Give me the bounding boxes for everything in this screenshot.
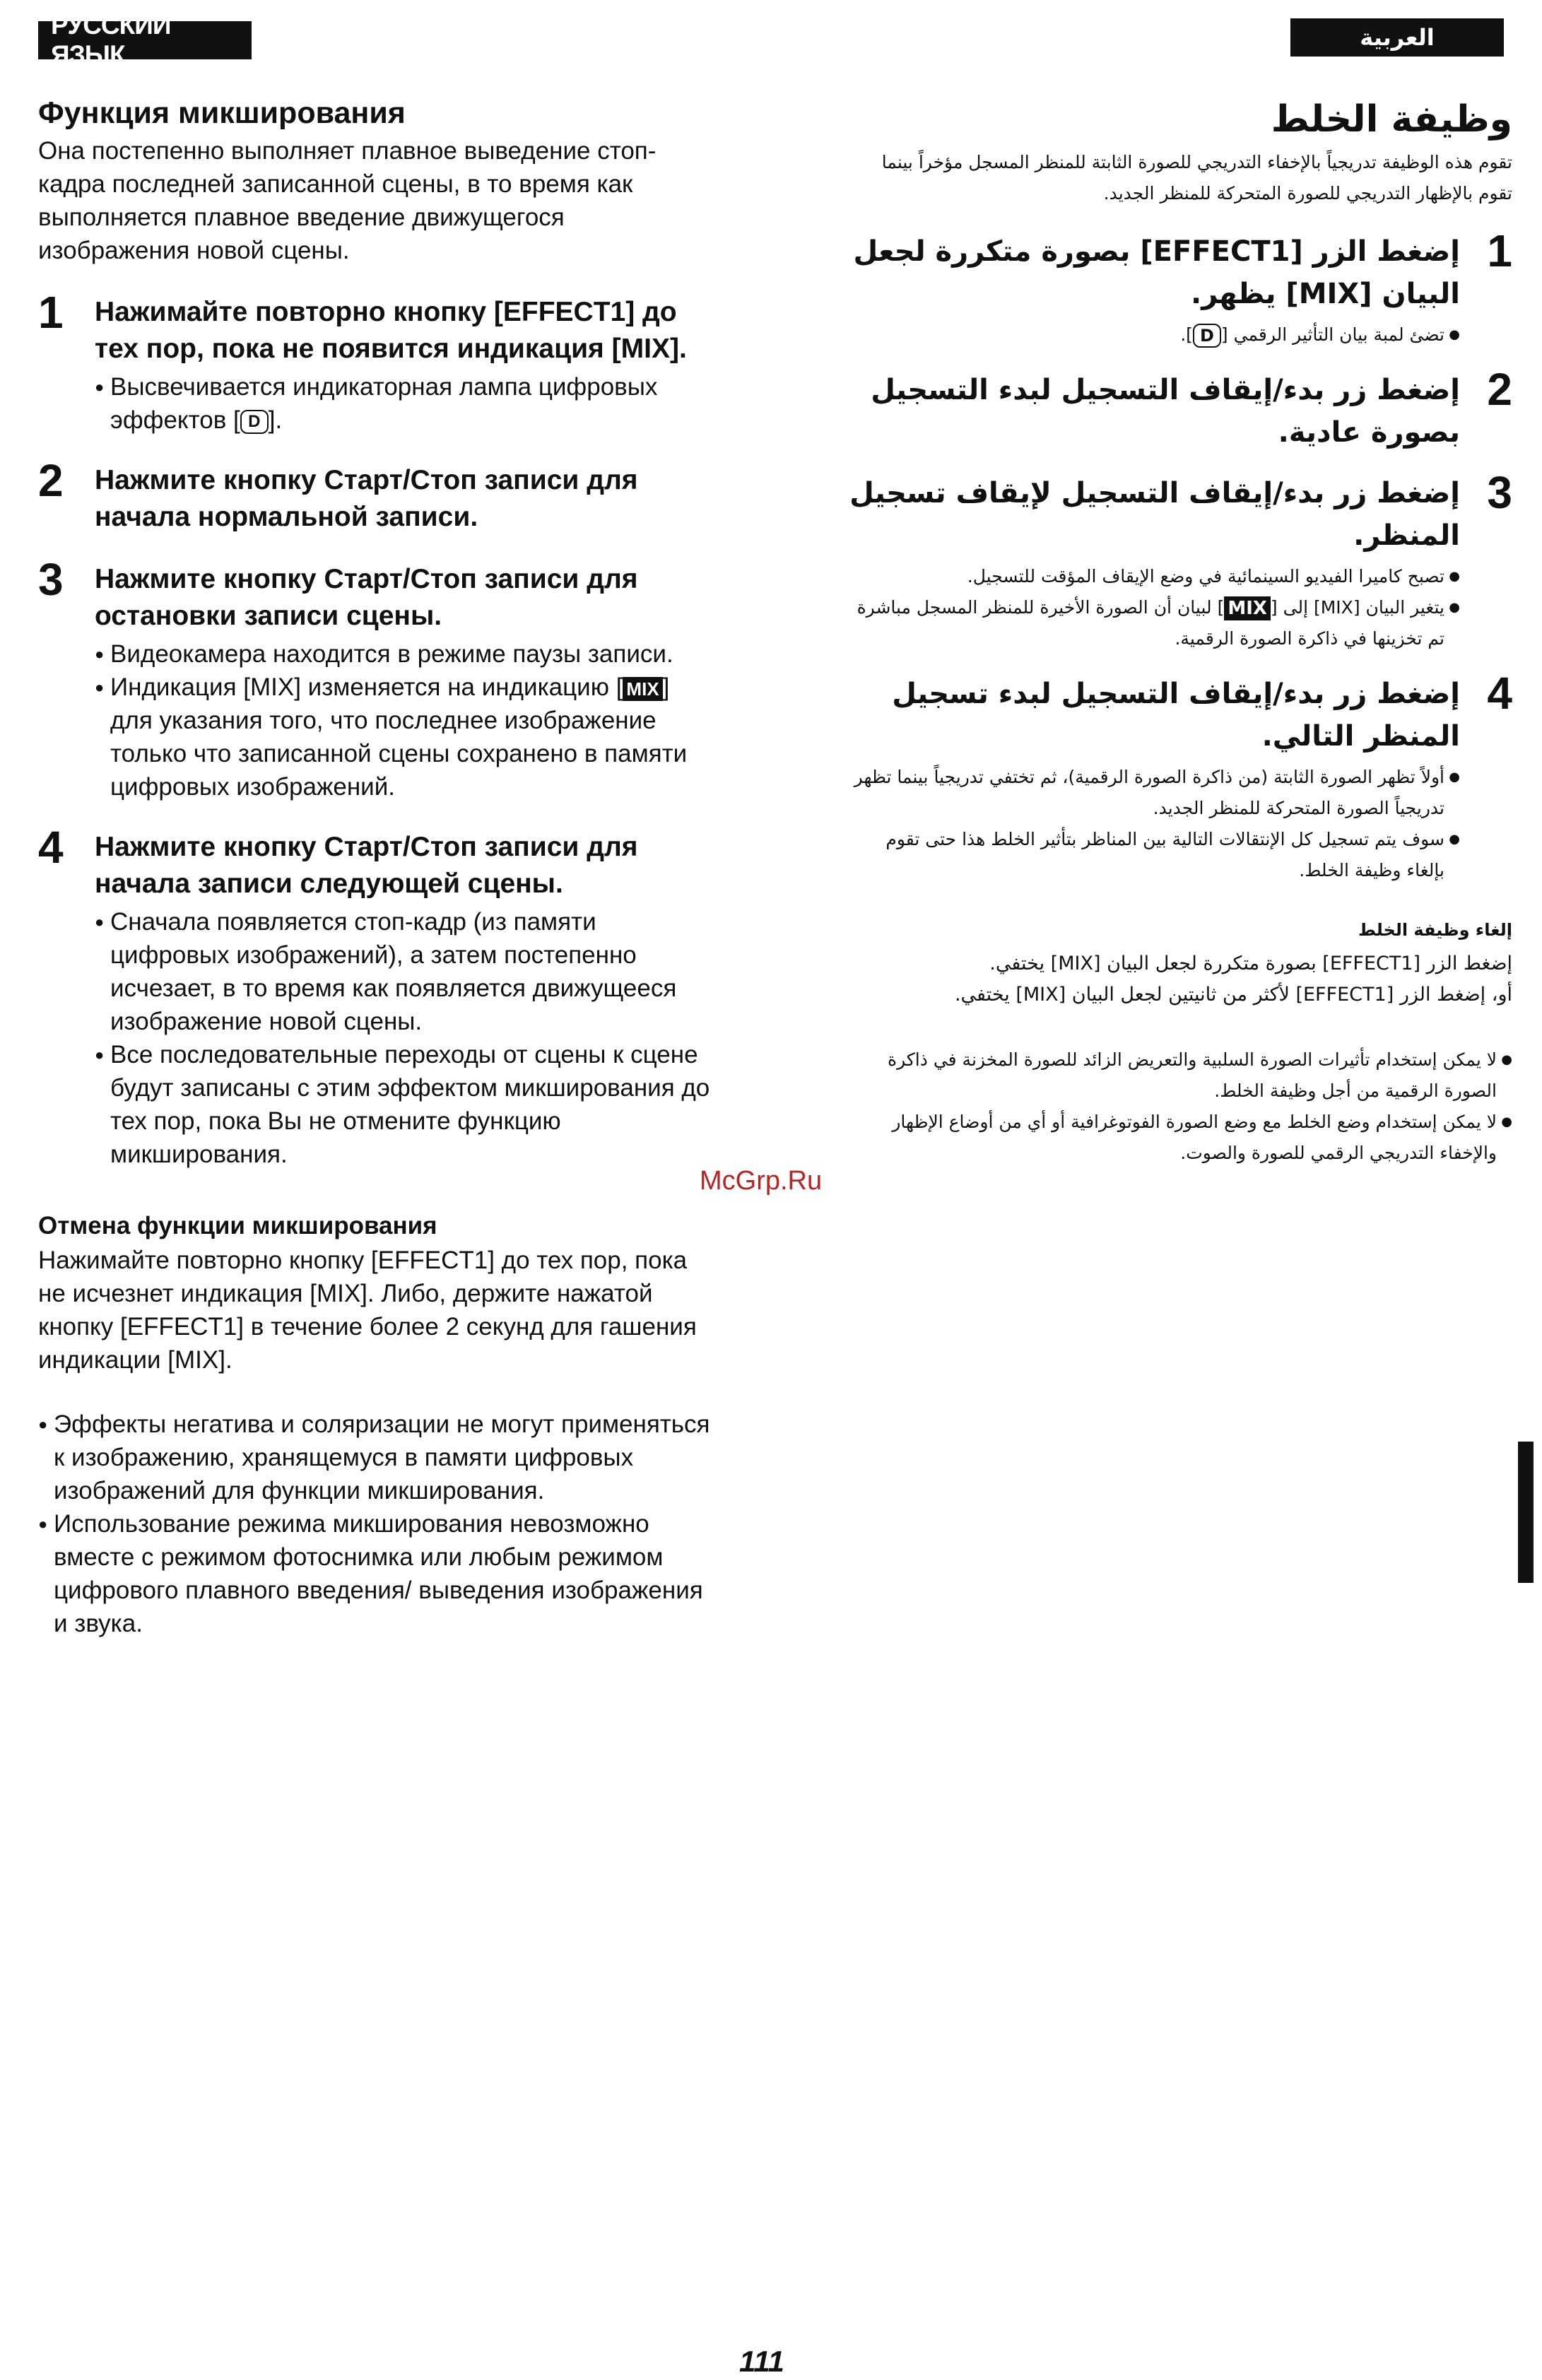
bullet-text: ]. — [1180, 324, 1193, 345]
section-title-ru: Функция микширования — [38, 96, 406, 130]
step-number: 4 — [1487, 668, 1512, 719]
cancel-line: إضغط الزر [EFFECT1] بصورة متكررة لجعل البيان [MIX] يختفي. — [989, 953, 1512, 974]
step-ru-2 — [38, 455, 717, 536]
step-title: إضغط زر بدء/إيقاف التسجيل لبدء التسجيل بصورة عادية. — [871, 374, 1460, 449]
page-edge-marker — [1518, 1442, 1534, 1583]
bullet — [95, 671, 717, 803]
step-title: إضغط زر بدء/إيقاف التسجيل لبدء تسجيل المنظر التالي. — [892, 678, 1460, 753]
intro-paragraph-ru: Она постепенно выполняет плавное выведение стоп-кадра последней записанной сцены, в то время как выполняется плавное введение движущегося изображения новой сцены. — [38, 137, 657, 264]
cancel-text-ru: Нажимайте повторно кнопку [EFFECT1] до тех пор, пока не исчезнет индикация [MIX]. Либо, держите нажатой кнопку [EFFECT1] в течение более 2 секунд для гашения индикации [MIX]. — [38, 1247, 697, 1374]
bullet: ● Видеокамера находится в режиме паузы записи. — [95, 637, 717, 671]
bullet: ● سوف يتم تسجيل كل الإنتقالات التالية بين المناظر بتأثير الخلط هذا حتى تقوم بإلغاء وظيفة الخلط. — [848, 824, 1460, 886]
bullet: ● أولاً تظهر الصورة الثابتة (من ذاكرة الصورة الرقمية)، ثم تختفي تدريجياً بينما تظهر تدريجياً الصورة المتحركة للمنظر الجديد. — [848, 762, 1460, 824]
note: ● Использование режима микширования невозможно вместе с режимом фотоснимка или любым режимом цифрового плавного введения/ выведения изображения и звука. — [38, 1507, 717, 1640]
step-ru-4 — [38, 822, 717, 1171]
step-number: 4 — [38, 822, 64, 873]
bullet-text: ] لبيان أن الصورة الأخيرة للمنظر المسجل مباشرة تم تخزينها في ذاكرة الصورة الرقمية. — [857, 597, 1444, 649]
step-title: Нажмите кнопку Старт/Стоп записи для начала записи следующей сцены. — [95, 832, 638, 899]
note: ● لا يمكن إستخدام تأثيرات الصورة السلبية والتعريض الزائد للصورة المخزنة في ذاكرة الصورة الرقمية من أجل وظيفة الخلط. — [848, 1044, 1512, 1107]
bullet: ● تصبح كاميرا الفيديو السينمائية في وضع الإيقاف المؤقت للتسجيل. — [848, 561, 1460, 592]
step-number: 3 — [1487, 467, 1512, 518]
step-ar-3 — [848, 467, 1512, 654]
bullet-text: يتغير البيان [MIX] إلى [ — [1270, 597, 1444, 618]
bullet-text: Высвечивается индикаторная лампа цифровых эффектов [ — [110, 373, 658, 434]
section-title-ar: وظيفة الخلط — [1271, 98, 1512, 141]
step-title: Нажмите кнопку Старт/Стоп записи для остановки записи сцены. — [95, 564, 638, 631]
step-title: إضغط الزر [EFFECT1] بصورة متكررة لجعل البيان [MIX] يظهر. — [853, 235, 1460, 310]
watermark: McGrp.Ru — [700, 1166, 823, 1196]
step-number: 2 — [1487, 364, 1512, 415]
bullet-text: ] для указания того, что последнее изображение только что записанной сцены сохранено в памяти цифровых изображений. — [110, 673, 688, 801]
bullet — [848, 592, 1460, 654]
russian-column — [38, 95, 717, 1640]
step-number: 1 — [1487, 225, 1512, 276]
step-ru-3 — [38, 554, 717, 803]
step-title: Нажимайте повторно кнопку [EFFECT1] до тех пор, пока не появится индикация [MIX]. — [95, 297, 687, 364]
bullet — [95, 370, 717, 437]
bullet: ● Сначала появляется стоп-кадр (из памяти цифровых изображений), а затем постепенно исчезает, в то время как появляется движущееся изображение новой сцены. — [95, 905, 717, 1038]
cancel-text-ar — [848, 948, 1512, 1011]
step-ar-4 — [848, 668, 1512, 886]
bullet-text: تضئ لمبة بيان التأثير الرقمي [ — [1220, 324, 1444, 345]
bullet: ● Все последовательные переходы от сцены к сцене будут записаны с этим эффектом микширования до тех пор, пока Вы не отмените функцию микширования. — [95, 1038, 717, 1171]
step-ar-2 — [848, 364, 1512, 454]
language-tab-russian: РУССКИЙ ЯЗЫК — [38, 21, 252, 59]
cancel-line: أو، إضغط الزر [EFFECT1] لأكثر من ثانيتين لجعل البيان [MIX] يختفي. — [954, 984, 1512, 1006]
arabic-column — [848, 95, 1512, 1169]
bullet — [848, 319, 1460, 350]
language-tab-arabic: العربية — [1290, 18, 1504, 57]
notes-ru — [38, 1408, 717, 1640]
step-ru-1 — [38, 287, 717, 437]
step-ar-1 — [848, 225, 1512, 350]
cancel-title-ar: إلغاء وظيفة الخلط — [1358, 920, 1512, 940]
bullet-text: Индикация [MIX] изменяется на индикацию [ — [110, 673, 623, 701]
intro-paragraph-ar: تقوم هذه الوظيفة تدريجياً بالإخفاء التدريجي للصورة الثابتة للمنظر المسجل مؤخراً بينما تقوم بالإظهار التدريجي للصورة المتحركة للمنظر الجديد. — [881, 152, 1512, 204]
mix-indicator-icon: MIX — [623, 677, 662, 701]
mix-indicator-icon: MIX — [1224, 596, 1271, 620]
step-title: إضغط زر بدء/إيقاف التسجيل لإيقاف تسجيل المنظر. — [849, 477, 1460, 552]
step-title: Нажмите кнопку Старт/Стоп записи для начала нормальной записи. — [95, 465, 638, 532]
note: ● لا يمكن إستخدام وضع الخلط مع وضع الصورة الفوتوغرافية أو أي من أوضاع الإظهار والإخفاء التدريجي الرقمي للصورة والصوت. — [848, 1107, 1512, 1169]
step-number: 3 — [38, 554, 64, 605]
digital-effect-d-icon: D — [240, 410, 269, 434]
note: ● Эффекты негатива и соляризации не могут применяться к изображению, хранящемуся в памяти цифровых изображений для функции микширования. — [38, 1408, 717, 1507]
step-number: 2 — [38, 455, 64, 506]
page-number: 111 — [739, 2345, 784, 2378]
bullet-text: ]. — [268, 406, 283, 434]
notes-ar — [848, 1044, 1512, 1169]
cancel-title-ru: Отмена функции микширования — [38, 1212, 437, 1239]
step-number: 1 — [38, 287, 64, 338]
digital-effect-d-icon: D — [1193, 324, 1221, 348]
